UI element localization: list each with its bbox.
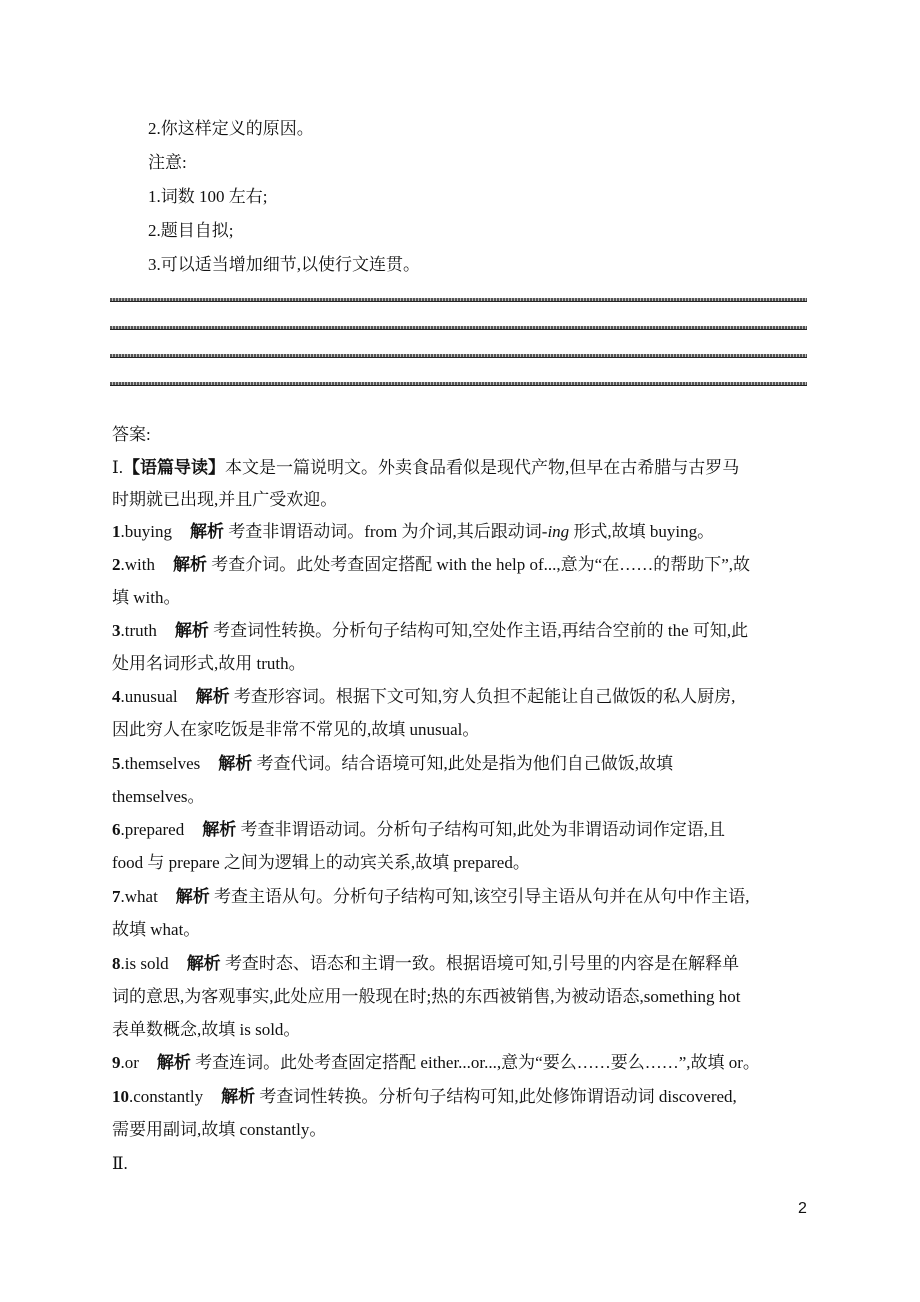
writing-line (110, 326, 807, 330)
answer-item-1 (112, 521, 714, 543)
item-explanation: 考查形容词。根据下文可知,穷人负担不起能让自己做饭的私人厨房, (233, 687, 736, 706)
guide-text: 本文是一篇说明文。外卖食品看似是现代产物,但早在古希腊与古罗马 (224, 458, 740, 477)
item-answer: .or (120, 1053, 139, 1072)
item-explanation-cont: 因此穷人在家吃饭是非常不常见的,故填 unusual。 (112, 720, 480, 739)
item-explanation-cont: 故填 what。 (112, 920, 201, 939)
item-explanation: 考查主语从句。分析句子结构可知,该空引导主语从句并在从句中作主语, (214, 887, 750, 906)
answer-item-5 (112, 753, 673, 775)
section-1-roman: Ⅰ. (112, 458, 123, 477)
item-explanation-cont: 表单数概念,故填 is sold。 (112, 1020, 301, 1039)
item-number: 3 (112, 621, 121, 640)
answer-item-7 (112, 886, 750, 908)
section-1-guide (112, 457, 739, 479)
item-number: 4 (112, 687, 121, 706)
item-number: 2 (112, 555, 121, 574)
item-explanation-cont: themselves。 (112, 787, 205, 806)
answer-item-8 (112, 953, 739, 975)
item-explanation: 形式,故填 buying。 (569, 522, 715, 541)
analysis-label: 解析 (156, 1053, 191, 1072)
item-explanation-cont: food 与 prepare 之间为逻辑上的动宾关系,故填 prepared。 (112, 853, 530, 872)
item-explanation-cont: 词的意思,为客观事实,此处应用一般现在时;热的东西被销售,为被动语态,something hot (112, 987, 741, 1006)
guide-label: 【语篇导读】 (122, 458, 225, 477)
item-answer: .buying (120, 522, 172, 541)
item-explanation: 考查非谓语动词。分析句子结构可知,此处为非谓语动词作定语,且 (240, 820, 725, 839)
note-item: 3.可以适当增加细节,以使行文连贯。 (148, 255, 420, 274)
item-explanation: 考查词性转换。分析句子结构可知,空处作主语,再结合空前的 the 可知,此 (213, 621, 749, 640)
item-answer: .constantly (129, 1087, 204, 1106)
item-explanation-cont: 填 with。 (112, 588, 181, 607)
answer-item-4 (112, 686, 735, 708)
item-answer: .truth (120, 621, 157, 640)
analysis-label: 解析 (172, 555, 207, 574)
item-number: 9 (112, 1053, 121, 1072)
item-answer: .is sold (120, 954, 169, 973)
item-number: 6 (112, 820, 121, 839)
item-explanation: 考查时态、语态和主谓一致。根据语境可知,引号里的内容是在解释单 (224, 954, 740, 973)
item-number: 8 (112, 954, 121, 973)
answer-item-9 (112, 1052, 760, 1074)
item-number: 5 (112, 754, 121, 773)
item-explanation-cont: 处用名词形式,故用 truth。 (112, 654, 306, 673)
item-explanation: 考查连词。此处考查固定搭配 either...or...,意为“要么……要么……”,故填 or。 (195, 1053, 760, 1072)
writing-line (110, 354, 807, 358)
writing-line (110, 382, 807, 386)
note-item: 1.词数 100 左右; (148, 187, 268, 206)
item-number: 1 (112, 522, 121, 541)
analysis-label: 解析 (186, 954, 221, 973)
item-explanation: 考查介词。此处考查固定搭配 with the help of...,意为“在……的帮助下”,故 (211, 555, 750, 574)
item-explanation: 考查代词。结合语境可知,此处是指为他们自己做饭,故填 (256, 754, 674, 773)
note-item: 2.题目自拟; (148, 221, 234, 240)
analysis-label: 解析 (218, 754, 253, 773)
analysis-label: 解析 (174, 621, 209, 640)
item-number: 7 (112, 887, 121, 906)
page-number: 2 (798, 1200, 807, 1217)
item-answer: .unusual (120, 687, 178, 706)
item-answer: .with (120, 555, 155, 574)
analysis-label: 解析 (189, 522, 224, 541)
analysis-label: 解析 (202, 820, 237, 839)
analysis-label: 解析 (195, 687, 230, 706)
item-explanation: 考查非谓语动词。from 为介词,其后跟动词- (228, 522, 548, 541)
answer-item-6 (112, 819, 725, 841)
item-answer: .prepared (120, 820, 185, 839)
analysis-label: 解析 (221, 1087, 256, 1106)
item-number: 10 (112, 1087, 129, 1106)
item-explanation-italic: ing (547, 522, 570, 541)
answer-item-3 (112, 620, 748, 642)
prompt-point-2: 2.你这样定义的原因。 (148, 119, 314, 138)
writing-line (110, 298, 807, 302)
item-answer: .what (120, 887, 158, 906)
answer-item-10 (112, 1086, 737, 1108)
item-answer: .themselves (120, 754, 201, 773)
item-explanation-cont: 需要用副词,故填 constantly。 (112, 1120, 327, 1139)
guide-text-cont: 时期就已出现,并且广受欢迎。 (112, 490, 338, 509)
answers-title: 答案: (112, 425, 151, 444)
analysis-label: 解析 (175, 887, 210, 906)
section-2-roman: Ⅱ. (112, 1154, 128, 1173)
answer-item-2 (112, 554, 750, 576)
notes-title: 注意: (148, 153, 187, 172)
item-explanation: 考查词性转换。分析句子结构可知,此处修饰谓语动词 discovered, (259, 1087, 737, 1106)
